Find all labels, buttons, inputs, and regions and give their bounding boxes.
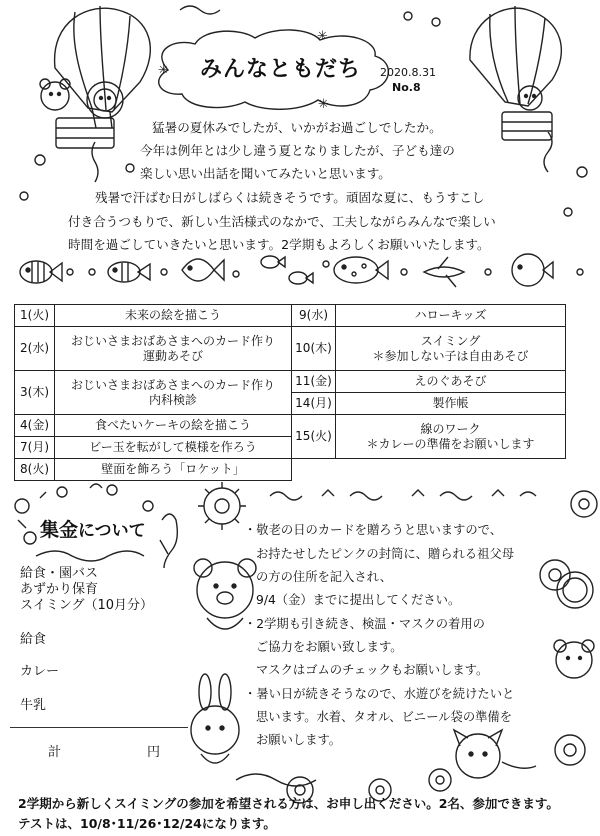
notice-line: お持たせしたピンクの封筒に、贈られる祖父母 bbox=[256, 547, 514, 561]
fee-item: 牛乳 bbox=[20, 698, 47, 713]
schedule-day: 14(月) bbox=[292, 393, 336, 415]
schedule-line: おじいさまおばあさまへのカード作り bbox=[70, 377, 275, 392]
intro-line: 残暑で汗ばむ日がしばらくは続きそうです。頑固な夏に、もうすこし bbox=[95, 190, 485, 205]
lion-icon bbox=[557, 572, 593, 608]
fees-title bbox=[40, 515, 146, 542]
schedule-activity: 食べたいケーキの絵を描こう bbox=[55, 415, 292, 437]
fish-row-icon bbox=[20, 254, 583, 287]
cat-icon bbox=[454, 730, 536, 778]
schedule-day: 4(金) bbox=[15, 415, 55, 437]
schedule-table bbox=[14, 304, 566, 481]
issue-number: No.8 bbox=[392, 81, 421, 94]
schedule-activity: 壁面を飾ろう「ロケット」 bbox=[55, 459, 292, 481]
notice-line: マスクはゴムのチェックもお願いします。 bbox=[256, 663, 489, 677]
fee-item: 給食・園バス bbox=[20, 566, 99, 581]
notice-line: の方の住所を記入され、 bbox=[256, 570, 393, 584]
fee-item: 給食 bbox=[20, 632, 47, 647]
notice-line: お願いします。 bbox=[256, 733, 342, 747]
schedule-line: スイミング bbox=[420, 333, 481, 348]
schedule-line: 運動あそび bbox=[142, 348, 203, 363]
issue-date: 2020.8.31 bbox=[380, 66, 436, 79]
fees-title-sub: について bbox=[78, 521, 146, 541]
fees-title-main: 集金 bbox=[40, 519, 79, 541]
schedule-activity: ビー玉を転がして模様を作ろう bbox=[55, 437, 292, 459]
schedule-line: 内科検診 bbox=[148, 392, 197, 407]
schedule-line: おじいさまおばあさまへのカード作り bbox=[70, 333, 275, 348]
notice-line: ご協力をお願い致します。 bbox=[256, 640, 403, 654]
intro-line: 今年は例年とは少し違う夏となりましたが、子ども達の bbox=[140, 143, 455, 158]
hot-air-balloon-left-icon bbox=[55, 6, 151, 148]
footer-line: テストは、10/8･11/26･12/24になります。 bbox=[18, 816, 276, 831]
schedule-day: 7(月) bbox=[15, 437, 55, 459]
schedule-line: ＊参加しない子は自由あそび bbox=[372, 348, 529, 363]
intro-line: 付き合うつもりで、新しい生活様式のなかで、工夫しながらみんなで楽しい bbox=[68, 214, 496, 229]
schedule-day: 10(木) bbox=[292, 327, 336, 371]
page-title: みんなともだち bbox=[200, 57, 362, 82]
notice-line: ・暑い日が続きそうなので、水遊びを続けたいと bbox=[244, 687, 515, 701]
fee-item: カレー bbox=[20, 664, 60, 679]
schedule-line: 線のワーク bbox=[420, 421, 481, 436]
schedule-day: 3(木) bbox=[15, 371, 55, 415]
schedule-day: 1(火) bbox=[15, 305, 55, 327]
hot-air-balloon-right-icon bbox=[470, 6, 561, 140]
schedule-activity bbox=[55, 371, 292, 415]
intro-line: 猛暑の夏休みでしたが、いかがお過ごしでしたか。 bbox=[152, 120, 442, 135]
notice-line: 9/4（金）までに提出してください。 bbox=[256, 593, 461, 607]
intro-line: 時間を過ごしていきたいと思います。2学期もよろしくお願いいたします。 bbox=[68, 237, 490, 252]
schedule-activity bbox=[336, 327, 566, 371]
total-label: 計 bbox=[48, 745, 62, 760]
schedule-day: 11(金) bbox=[292, 371, 336, 393]
svg-text:✳: ✳ bbox=[317, 29, 328, 44]
schedule-activity bbox=[336, 415, 566, 459]
footer-line: 2学期から新しくスイミングの参加を希望される方は、お申し出ください。2名、参加できます。 bbox=[18, 796, 559, 811]
schedule-day: 2(水) bbox=[15, 327, 55, 371]
notice-line: ・2学期も引き続き、検温・マスクの着用の bbox=[244, 617, 485, 631]
schedule-line: ＊カレーの準備をお願いします bbox=[366, 436, 535, 451]
svg-text:✳: ✳ bbox=[318, 97, 329, 112]
notice-line: 思います。水着、タオル、ビニール袋の準備を bbox=[256, 710, 513, 724]
schedule-activity: 製作帳 bbox=[336, 393, 566, 415]
svg-text:✳: ✳ bbox=[158, 63, 169, 78]
notice-line: ・敬老の日のカードを贈ろうと思いますので、 bbox=[244, 523, 502, 537]
schedule-activity: えのぐあそび bbox=[336, 371, 566, 393]
schedule-day: 9(水) bbox=[292, 305, 336, 327]
fee-item: あずかり保育 bbox=[20, 582, 99, 597]
fee-item: スイミング（10月分） bbox=[20, 598, 154, 613]
divider bbox=[10, 727, 188, 728]
rabbit-icon bbox=[191, 674, 239, 763]
schedule-activity bbox=[55, 327, 292, 371]
total-unit: 円 bbox=[147, 745, 161, 760]
bear-small-icon bbox=[554, 640, 594, 678]
schedule-day: 8(火) bbox=[15, 459, 55, 481]
schedule-activity: ハローキッズ bbox=[336, 305, 566, 327]
schedule-day: 15(火) bbox=[292, 415, 336, 459]
schedule-activity: 未来の絵を描こう bbox=[55, 305, 292, 327]
intro-line: 楽しい思い出話を聞いてみたいと思います。 bbox=[140, 166, 391, 181]
